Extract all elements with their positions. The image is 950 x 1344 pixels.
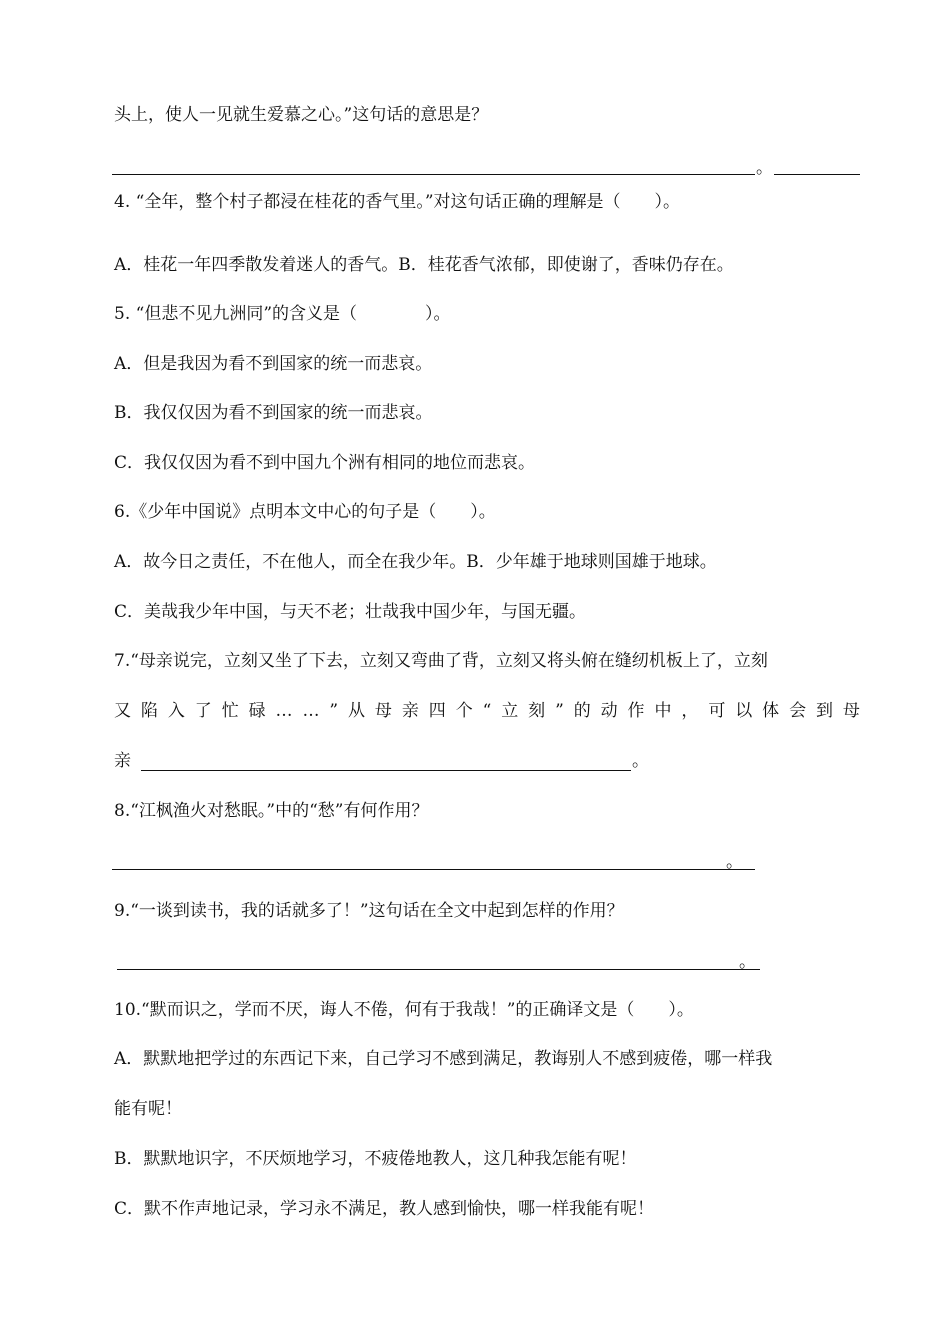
question-7-line-2-char: 从 <box>348 701 365 721</box>
answer-blank-q8[interactable] <box>112 869 755 870</box>
question-10-option-b: B．默默地识字，不厌烦地学习，不疲倦地教人，这几种我怎能有呢！ <box>114 1149 637 1169</box>
question-6-options-ab: A．故今日之责任，不在他人，而全在我少年。B．少年雄于地球则国雄于地球。 <box>114 552 717 572</box>
question-7-line-2-char: 母 <box>842 701 860 721</box>
question-7-line-2-char: 母 <box>374 701 392 721</box>
question-7-line-1: 7.“母亲说完，立刻又坐了下去，立刻又弯曲了背，立刻又将头俯在缝纫机板上了，立刻 <box>114 651 768 671</box>
answer-blank-q3-extra[interactable] <box>774 174 860 175</box>
question-5-option-a: A．但是我因为看不到国家的统一而悲哀。 <box>114 354 433 374</box>
question-4: 4. “全年，整个村子都浸在桂花的香气里。”对这句话正确的理解是（ ）。 <box>114 192 681 212</box>
question-7-line-2-char: 亲 <box>401 701 419 721</box>
question-7-line-2-char: 了 <box>194 701 212 721</box>
question-7-line-2 <box>114 699 860 723</box>
question-7-line-2-char: 入 <box>167 701 185 721</box>
question-7-line-2-char: 体 <box>762 701 780 721</box>
question-7-line-2-char: 作 <box>627 701 645 721</box>
question-10-option-c: C．默不作声地记录，学习永不满足，教人感到愉快，哪一样我能有呢！ <box>114 1199 655 1219</box>
question-7-line-2-char: 又 <box>114 701 131 721</box>
question-7-line-3-start: 亲 <box>114 751 131 771</box>
question-9-period: 。 <box>739 952 756 972</box>
question-5-option-b: B．我仅仅因为看不到国家的统一而悲哀。 <box>114 403 433 423</box>
question-7-line-2-char: 忙 <box>221 701 239 721</box>
question-10-option-a-line-1: A．默默地把学过的东西记下来，自己学习不感到满足，教诲别人不感到疲倦，哪一样我 <box>114 1049 773 1069</box>
question-7-line-2-char: 陷 <box>140 701 158 721</box>
question-7-line-2-char: ， <box>681 701 699 721</box>
question-7-line-2-char: “ <box>482 701 492 721</box>
question-5-option-c: C．我仅仅因为看不到中国九个洲有相同的地位而悲哀。 <box>114 453 536 473</box>
question-7-line-2-char: … <box>302 701 320 721</box>
question-6-option-c: C．美哉我少年中国，与天不老；壮哉我中国少年，与国无疆。 <box>114 602 587 622</box>
question-7-line-2-char: 可 <box>708 701 726 721</box>
q3-tail-line: 头上，使人一见就生爱慕之心。”这句话的意思是？ <box>114 105 489 125</box>
question-6: 6.《少年中国说》点明本文中心的句子是（ ）。 <box>114 502 496 522</box>
question-7-line-2-char: 碌 <box>248 701 266 721</box>
question-8: 8.“江枫渔火对愁眠。”中的“愁”有何作用？ <box>114 801 429 821</box>
question-7-line-2-char: 刻 <box>528 701 546 721</box>
question-7-line-2-char: ” <box>329 701 339 721</box>
question-7-line-2-char: 动 <box>600 701 618 721</box>
question-7-line-2-char: 的 <box>573 701 591 721</box>
question-7-line-2-char: 个 <box>455 701 473 721</box>
question-7-line-2-char: 会 <box>789 701 807 721</box>
answer-blank-q9[interactable] <box>117 969 760 970</box>
question-7-line-2-char: 四 <box>428 701 446 721</box>
question-5: 5. “但悲不见九洲同”的含义是（ ）。 <box>114 304 451 324</box>
question-7-line-2-char: ” <box>555 701 564 721</box>
q3-period: 。 <box>756 158 773 178</box>
answer-blank-q3[interactable] <box>112 174 755 175</box>
question-4-options: A．桂花一年四季散发着迷人的香气。B．桂花香气浓郁，即使谢了，香味仍存在。 <box>114 255 734 275</box>
question-7-line-2-char: … <box>275 701 293 721</box>
answer-blank-q7[interactable] <box>141 770 631 771</box>
question-9: 9.“一谈到读书，我的话就多了！”这句话在全文中起到怎样的作用？ <box>114 901 624 921</box>
question-10-option-a-line-2: 能有呢！ <box>114 1099 182 1119</box>
question-7-line-2-char: 以 <box>735 701 753 721</box>
question-7-period: 。 <box>632 751 649 771</box>
question-7-line-2-char: 立 <box>501 701 519 721</box>
question-8-period: 。 <box>726 852 743 872</box>
question-7-line-2-char: 到 <box>816 701 833 721</box>
question-10: 10.“默而识之，学而不厌，诲人不倦，何有于我哉！”的正确译文是（ ）。 <box>114 1000 694 1020</box>
question-7-line-2-char: 中 <box>654 701 672 721</box>
